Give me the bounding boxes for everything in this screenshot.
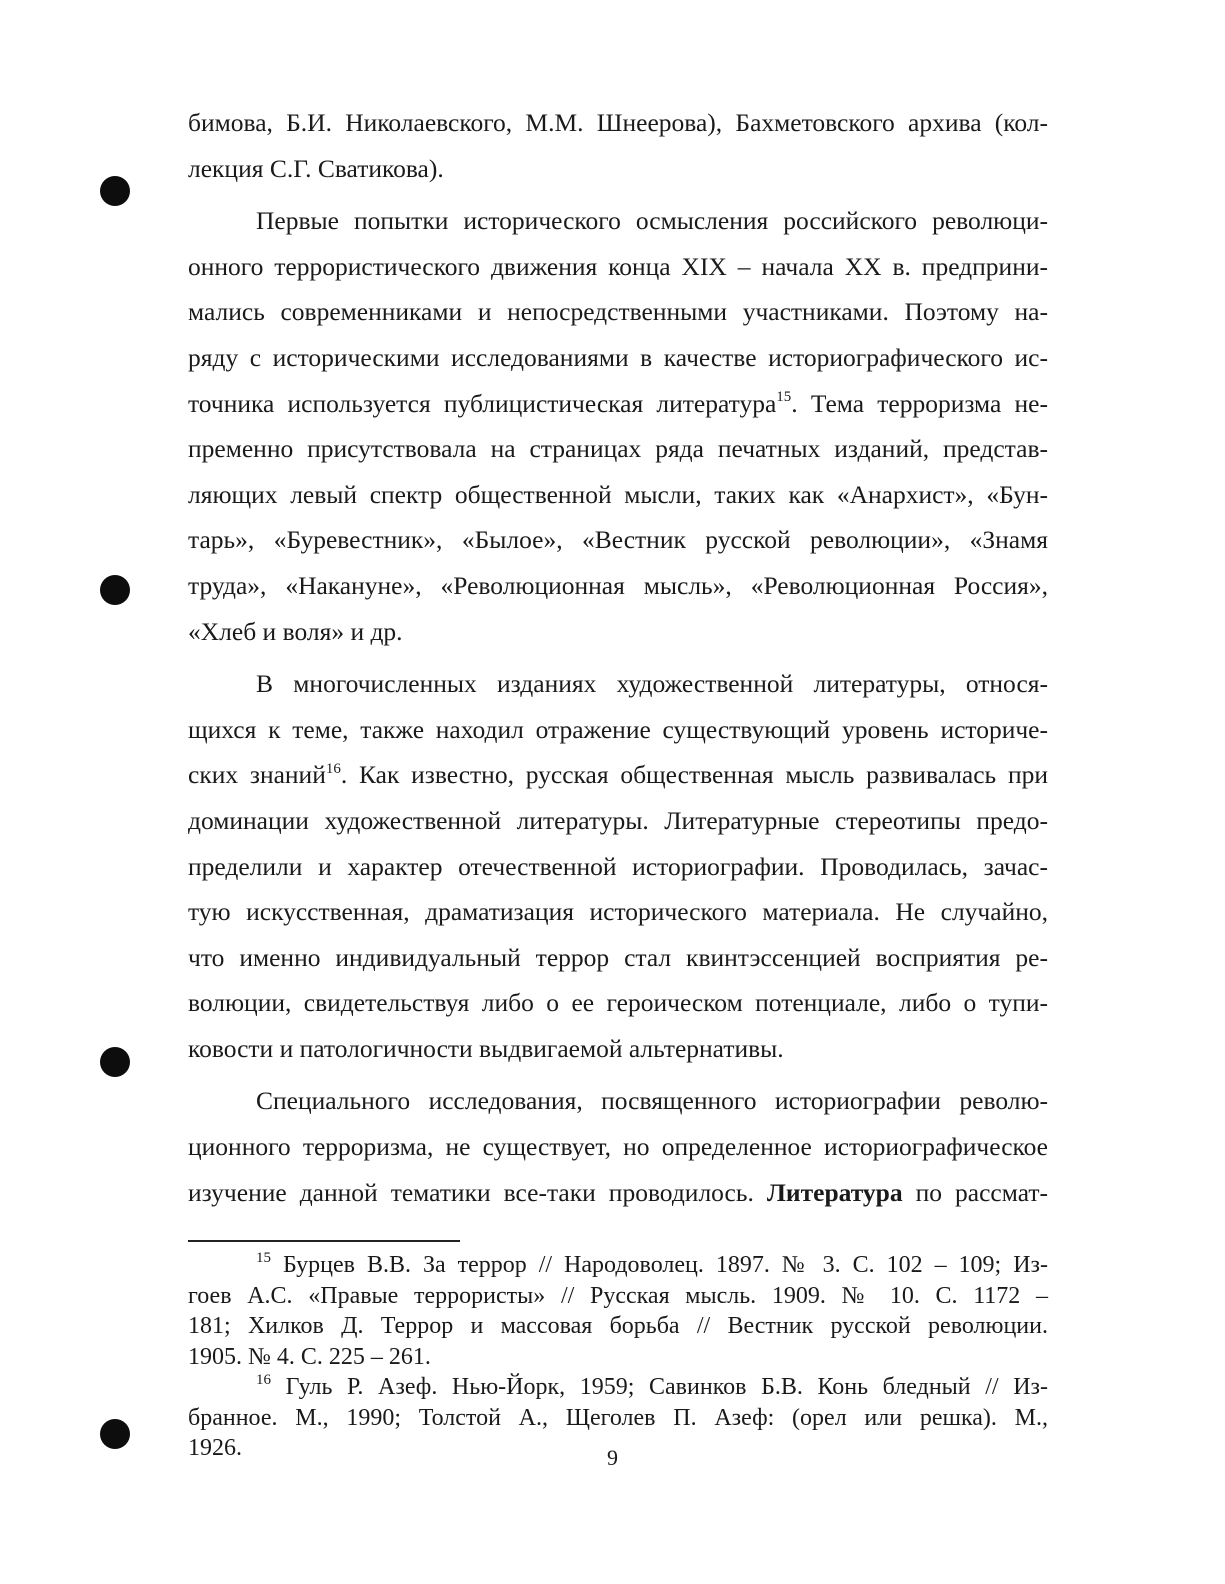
text-line: щихся к теме, также находил отражение существующий уровень историче- — [188, 714, 1048, 744]
paragraph-2 — [188, 198, 1048, 654]
footnote-line: бранное. М., 1990; Толстой А., Щеголев П. Азеф: (орел или решка). М., — [188, 1404, 1048, 1431]
punch-hole-3 — [100, 1047, 130, 1077]
body-text — [188, 100, 1048, 1215]
footnote-line: гоев А.С. «Правые террористы» // Русская мысль. 1909. № 10. С. 1172 – — [188, 1282, 1048, 1309]
text-line: онного террористического движения конца XIX – начала XX в. предприни- — [188, 251, 1048, 281]
text-line: «Хлеб и воля» и др. — [188, 616, 403, 646]
text-line: тарь», «Буревестник», «Былое», «Вестник русской революции», «Знамя — [188, 525, 1048, 555]
text-segment: точника используется публицистическая литература — [188, 388, 777, 418]
punch-hole-1 — [100, 176, 130, 206]
footnote-line — [188, 1250, 1048, 1281]
page-number: 9 — [607, 1445, 618, 1470]
text-line: мались современниками и непосредственными участниками. Поэтому на- — [188, 297, 1048, 327]
text-line: ционного терроризма, не существует, но определенное историографическое — [188, 1132, 1048, 1162]
text-line: В многочисленных изданиях художественной литературы, относя- — [256, 669, 1048, 699]
text-line — [188, 381, 1048, 427]
paragraph-1 — [188, 100, 1048, 191]
text-line: ряду с историческими исследованиями в качестве историографического ис- — [188, 342, 1048, 372]
text-line: волюции, свидетельствуя либо о ее героическом потенциале, либо о тупи- — [188, 988, 1048, 1018]
text-segment: ских знаний — [188, 760, 326, 790]
text-line: лекция С.Г. Сватикова). — [188, 153, 444, 183]
text-segment: . Как известно, русская общественная мысль развивалась при — [340, 760, 1048, 790]
text-line: Первые попытки исторического осмысления российского революци- — [256, 206, 1048, 236]
footnote-line: 1905. № 4. С. 225 – 261. — [188, 1343, 431, 1370]
paragraph-3 — [188, 661, 1048, 1071]
text-line: труда», «Накануне», «Революционная мысль», «Революционная Россия», — [188, 570, 1048, 600]
text-segment: изучение данной тематики все-таки проводилось. — [188, 1177, 767, 1207]
footnote-15 — [188, 1250, 1048, 1372]
footnote-line — [188, 1372, 1048, 1403]
footnote-text: Бурцев В.В. За террор // Народоволец. 1897. № 3. С. 102 – 109; Из- — [271, 1252, 1048, 1278]
footnote-number: 15 — [256, 1250, 271, 1266]
text-line: ляющих левый спектр общественной мысли, таких как «Анархист», «Бун- — [188, 479, 1048, 509]
text-line: пременно присутствовала на страницах ряда печатных изданий, представ- — [188, 434, 1048, 464]
text-line: бимова, Б.И. Николаевского, М.М. Шнеерова), Бахметовского архива (кол- — [188, 108, 1048, 137]
text-line: Специального исследования, посвященного историографии револю- — [256, 1086, 1048, 1116]
text-line: доминации художественной литературы. Литературные стереотипы предо- — [188, 805, 1048, 835]
text-line: ковости и патологичности выдвигаемой альтернативы. — [188, 1033, 784, 1063]
text-line: тую искусственная, драматизация исторического материала. Не случайно, — [188, 897, 1048, 927]
text-line: что именно индивидуальный террор стал квинтэссенцией восприятия ре- — [188, 942, 1048, 972]
footnote-ref-16[interactable]: 16 — [325, 760, 341, 777]
footnote-number: 16 — [256, 1372, 271, 1388]
footnote-text: Гуль Р. Азеф. Нью-Йорк, 1959; Савинков Б.В. Конь бледный // Из- — [271, 1374, 1048, 1400]
text-line: пределили и характер отечественной историографии. Проводилась, зачас- — [188, 851, 1048, 881]
text-segment: по рассмат- — [902, 1177, 1048, 1207]
footnote-line: 1926. — [188, 1435, 242, 1461]
footnote-ref-15[interactable]: 15 — [776, 389, 792, 406]
bold-term: Литература — [766, 1177, 903, 1207]
text-line — [188, 1170, 1048, 1216]
footnote-line: 181; Хилков Д. Террор и массовая борьба // Вестник русской революции. — [188, 1313, 1048, 1339]
text-line — [188, 752, 1048, 798]
paragraph-4 — [188, 1078, 1048, 1215]
footnotes — [188, 1250, 1048, 1464]
punch-hole-2 — [100, 575, 130, 605]
text-segment: . Тема терроризма не- — [791, 388, 1048, 418]
footnote-separator — [188, 1240, 460, 1242]
